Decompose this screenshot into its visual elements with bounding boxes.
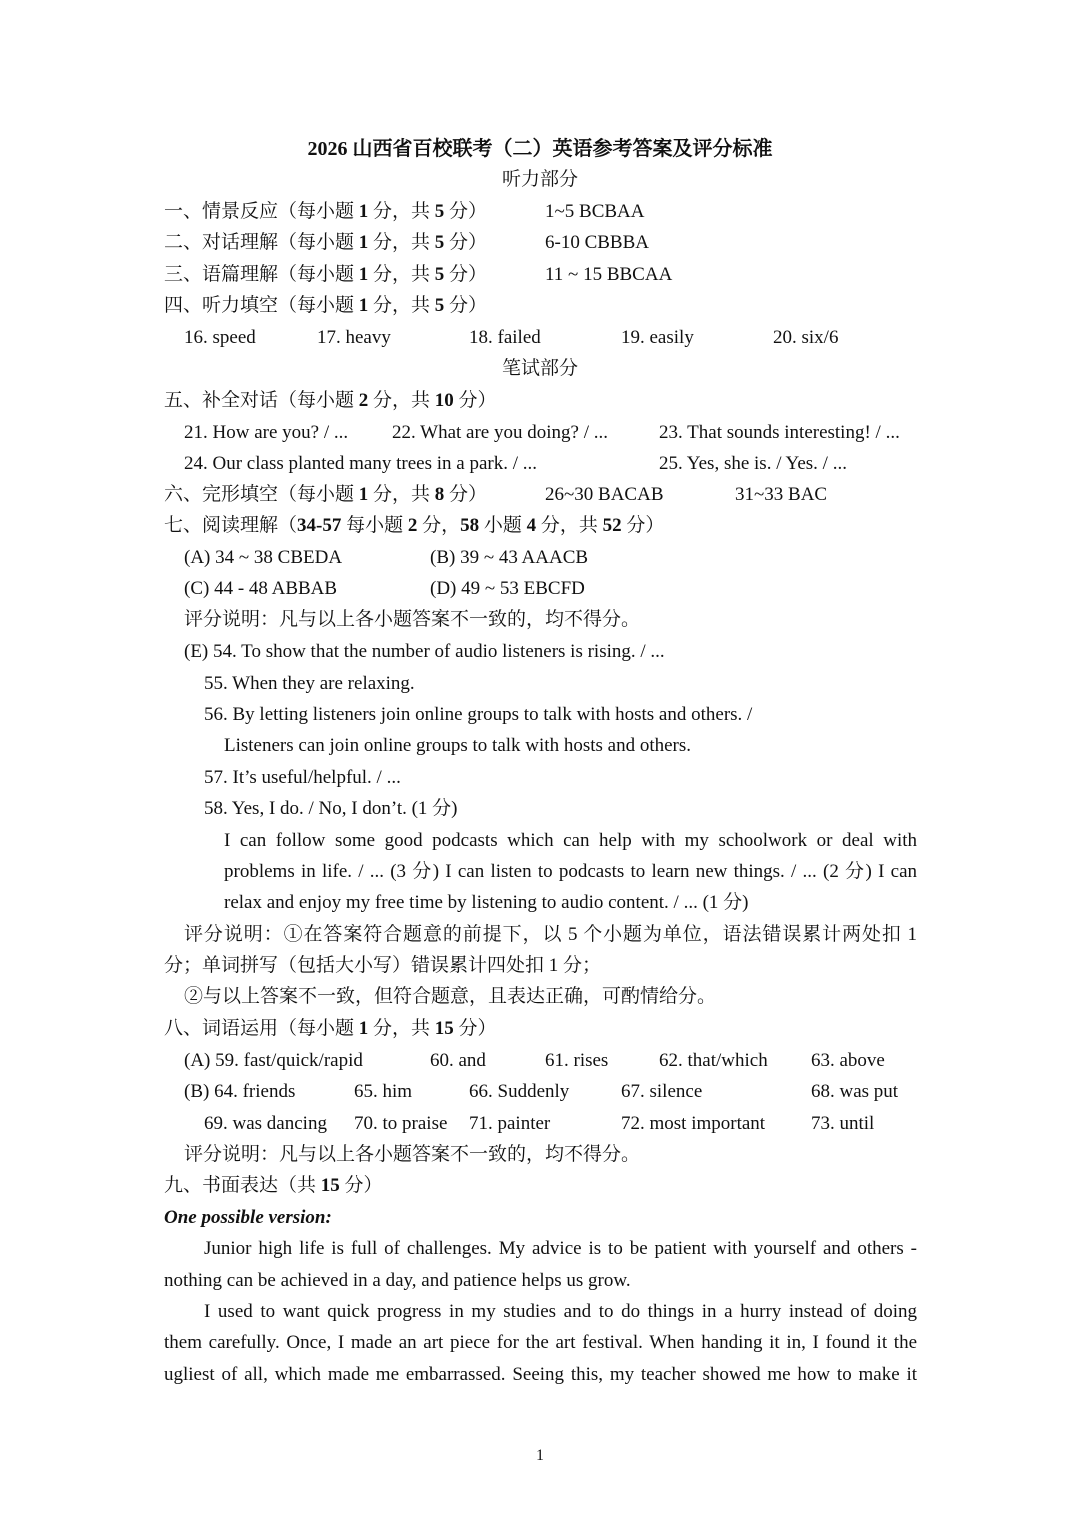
version-label: One possible version: (164, 1207, 332, 1228)
dialogue-answer: 24. Our class planted many trees in a park. / ... (184, 453, 537, 474)
section-4-heading: 四、听力填空（每小题 1 分，共 5 分） (164, 295, 488, 316)
reading-answer: (D) 49 ~ 53 EBCFD (430, 578, 585, 599)
grading-note: 评分说明：凡与以上各小题答案不一致的，均不得分。 (184, 1144, 641, 1165)
fill-answer: 18. failed (469, 327, 541, 348)
word-answer: 72. most important (621, 1113, 766, 1134)
dialogue-answer: 25. Yes, she is. / Yes. / ... (659, 453, 847, 474)
word-answer: 70. to praise (354, 1113, 448, 1134)
page-number: 1 (536, 1447, 544, 1464)
word-answer: 73. until (811, 1113, 875, 1134)
essay-line: nothing can be achieved in a day, and patience helps us grow. (164, 1270, 631, 1291)
listening-heading: 听力部分 (501, 169, 578, 190)
answer-58-text: I can follow some good podcasts which can help with my schoolwork or deal with (224, 830, 917, 851)
answer-54: (E) 54. To show that the number of audio listeners is rising. / ... (184, 641, 665, 662)
word-answer: (B) 64. friends (184, 1081, 296, 1102)
section-5-heading: 五、补全对话（每小题 2 分，共 10 分） (164, 390, 497, 411)
word-answer: 66. Suddenly (469, 1081, 570, 1102)
word-answer: 68. was put (811, 1081, 899, 1102)
word-answer: 69. was dancing (204, 1113, 327, 1134)
section-3-heading: 三、语篇理解（每小题 1 分，共 5 分） (164, 264, 488, 285)
word-answer: 63. above (811, 1050, 885, 1071)
fill-answer: 20. six/6 (773, 327, 839, 348)
section-2-heading: 二、对话理解（每小题 1 分，共 5 分） (164, 232, 488, 253)
answer-58-text: relax and enjoy my free time by listening to audio content. / ... (1 分) (224, 892, 749, 913)
cloze-answers: 31~33 BAC (735, 484, 828, 505)
word-answer: 65. him (354, 1081, 413, 1102)
word-answer: 60. and (430, 1050, 486, 1071)
dialogue-answer: 22. What are you doing? / ... (392, 422, 608, 443)
grading-note: 评分说明：凡与以上各小题答案不一致的，均不得分。 (184, 609, 641, 630)
reading-answer: (B) 39 ~ 43 AAACB (430, 547, 589, 568)
section-1-heading: 一、情景反应（每小题 1 分，共 5 分） (164, 201, 488, 222)
grading-note: 评分说明：①在答案符合题意的前提下，以 5 个小题为单位，语法错误累计两处扣 1 (184, 924, 917, 945)
word-answer: (A) 59. fast/quick/rapid (184, 1050, 363, 1071)
answer-55: 55. When they are relaxing. (204, 673, 415, 694)
section-8-heading: 八、词语运用（每小题 1 分，共 15 分） (164, 1018, 497, 1039)
fill-answer: 19. easily (621, 327, 694, 348)
page-title: 2026 山西省百校联考（二）英语参考答案及评分标准 (307, 138, 773, 160)
section-9-heading: 九、书面表达（共 15 分） (164, 1175, 383, 1196)
dialogue-answer: 23. That sounds interesting! / ... (659, 422, 900, 443)
dialogue-answer: 21. How are you? / ... (184, 422, 349, 443)
word-answer: 71. painter (469, 1113, 551, 1134)
essay-line: ugliest of all, which made me embarrassed. Seeing this, my teacher showed me how to make it (164, 1364, 917, 1385)
essay-line: Junior high life is full of challenges. My advice is to be patient with yourself and others - (204, 1238, 917, 1259)
answer-58-text: problems in life. / ... (3 分) I can listen to podcasts to learn new things. / ... (2 分) I can (224, 861, 917, 882)
grading-note: ②与以上答案不一致，但符合题意，且表达正确，可酌情给分。 (184, 986, 717, 1007)
word-answer: 61. rises (545, 1050, 609, 1071)
section-6-heading: 六、完形填空（每小题 1 分，共 8 分） (164, 484, 488, 505)
word-answer: 62. that/which (659, 1050, 768, 1071)
reading-answer: (C) 44 - 48 ABBAB (184, 578, 338, 599)
answer-56-alt: Listeners can join online groups to talk with hosts and others. (224, 735, 692, 756)
section-7-heading: 七、阅读理解（34-57 每小题 2 分，58 小题 4 分，共 52 分） (164, 515, 665, 536)
reading-answer: (A) 34 ~ 38 CBEDA (184, 547, 343, 568)
fill-answer: 17. heavy (317, 327, 391, 348)
word-answer: 67. silence (621, 1081, 703, 1102)
answer-57: 57. It’s useful/helpful. / ... (204, 767, 401, 788)
fill-answer: 16. speed (184, 327, 256, 348)
essay-line: them carefully. Once, I made an art piece for the art festival. When handing it in, I found it the (164, 1332, 917, 1353)
section-2-answers: 6-10 CBBBA (545, 232, 649, 253)
section-3-answers: 11 ~ 15 BBCAA (545, 264, 673, 285)
cloze-answers: 26~30 BACAB (545, 484, 664, 505)
essay-line: I used to want quick progress in my studies and to do things in a hurry instead of doing (204, 1301, 917, 1322)
answer-56: 56. By letting listeners join online groups to talk with hosts and others. / (204, 704, 753, 725)
answer-58: 58. Yes, I do. / No, I don’t. (1 分) (204, 798, 458, 819)
section-1-answers: 1~5 BCBAA (545, 201, 645, 222)
grading-note: 分；单词拼写（包括大小写）错误累计四处扣 1 分； (164, 955, 602, 976)
writing-heading: 笔试部分 (501, 358, 578, 379)
